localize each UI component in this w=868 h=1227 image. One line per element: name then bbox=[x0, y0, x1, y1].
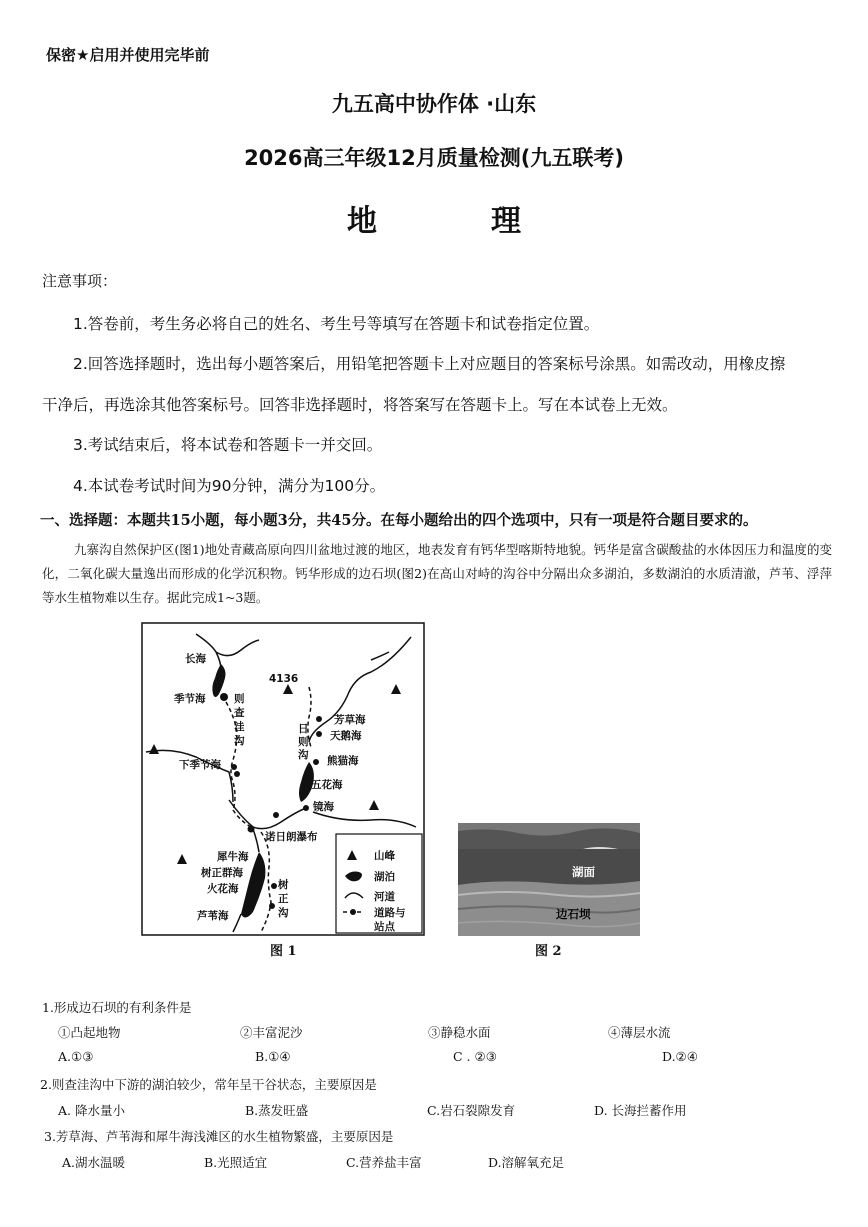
label-shuzhenggou-3: 沟 bbox=[278, 907, 289, 919]
label-shuzhenggou-1: 树 bbox=[278, 879, 289, 891]
label-xiniuhai: 犀牛海 bbox=[217, 851, 249, 863]
notice-heading: 注意事项： bbox=[42, 272, 118, 290]
travertine-dam-photo bbox=[458, 823, 640, 936]
q3-option-c: C.营养盐丰富 bbox=[346, 1155, 422, 1170]
label-peak-4136: 4136 bbox=[269, 673, 299, 685]
subject-title: 地 理 bbox=[347, 204, 563, 239]
question-1-stem: 1.形成边石坝的有利条件是 bbox=[42, 1000, 192, 1015]
label-xiajijiehai: 下季节海 bbox=[179, 759, 221, 771]
label-jinghai: 镜海 bbox=[313, 801, 334, 813]
q1-option-d: D.②④ bbox=[662, 1049, 698, 1064]
label-shuzheng-qunhai: 树正群海 bbox=[201, 867, 243, 879]
notice-item-2-cont: 干净后，再选涂其他答案标号。回答非选择题时，将答案写在答题卡上。写在本试卷上无效。 bbox=[42, 396, 678, 414]
label-rize-1: 日 bbox=[298, 723, 309, 735]
label-rize-2: 则 bbox=[298, 736, 309, 748]
q2-option-b: B.蒸发旺盛 bbox=[245, 1103, 309, 1118]
label-fangcaohai: 芳草海 bbox=[334, 714, 366, 726]
figure1-caption: 图 1 bbox=[270, 944, 297, 959]
label-jijiehai: 季节海 bbox=[174, 693, 206, 705]
q3-option-a: A.湖水温暖 bbox=[62, 1155, 126, 1170]
figure2-caption: 图 2 bbox=[535, 944, 562, 959]
label-changhai: 长海 bbox=[185, 653, 206, 665]
legend-lake-label: 湖泊 bbox=[374, 871, 395, 883]
figure1-map bbox=[141, 622, 425, 936]
intro-paragraph: 九寨沟自然保护区(图1)地处青藏高原向四川盆地过渡的地区，地表发育有钙华型喀斯特地貌。钙华是富含碳酸盐的水体因压力和温度的变化，二氧化碳大量逸出而形成的化学沉积物。钙华形成的边石坝(图2)在高山对峙的沟谷中分隔出众多湖泊，多数湖泊的水质清澈，芦苇、浮萍等水生植物难以生存。据此完成1~3题。 bbox=[42, 542, 832, 605]
q3-option-d: D.溶解氧充足 bbox=[488, 1155, 565, 1170]
label-huohuahai: 火花海 bbox=[207, 883, 239, 895]
label-zecha-3: 洼 bbox=[234, 721, 245, 733]
label-zecha-4: 沟 bbox=[234, 735, 245, 747]
label-luweihai: 芦苇海 bbox=[197, 910, 229, 922]
label-xiongmaohai: 熊猫海 bbox=[327, 755, 359, 767]
label-nuorilang: 诺日朗瀑布 bbox=[265, 831, 318, 843]
exam-organization: 九五高中协作体 ·山东 bbox=[331, 92, 537, 116]
label-tianehai: 天鹅海 bbox=[330, 730, 362, 742]
q2-option-a: A. 降水量小 bbox=[58, 1103, 125, 1118]
notice-item-3: 3.考试结束后，将本试卷和答题卡一并交回。 bbox=[73, 436, 383, 454]
question-3-stem: 3.芳草海、芦苇海和犀牛海浅滩区的水生植物繁盛，主要原因是 bbox=[44, 1129, 394, 1144]
q1-item-4: ④薄层水流 bbox=[608, 1025, 671, 1040]
q1-option-a: A.①③ bbox=[58, 1049, 94, 1064]
legend-peak-label: 山峰 bbox=[374, 850, 395, 862]
q1-item-1: ①凸起地物 bbox=[58, 1025, 121, 1040]
legend-road-label-2: 站点 bbox=[374, 921, 395, 933]
section-heading: 一、选择题：本题共15小题，每小题3分，共45分。在每小题给出的四个选项中，只有一项是符合题目要求的。 bbox=[40, 512, 758, 529]
question-2-stem: 2.则查洼沟中下游的湖泊较少，常年呈干谷状态，主要原因是 bbox=[40, 1077, 377, 1092]
legend-road-label-1: 道路与 bbox=[374, 907, 406, 919]
notice-item-4: 4.本试卷考试时间为90分钟，满分为100分。 bbox=[73, 477, 386, 495]
q3-option-b: B.光照适宜 bbox=[204, 1155, 268, 1170]
label-shuzhenggou-2: 正 bbox=[278, 893, 289, 905]
notice-item-1: 1.答卷前，考生务必将自己的姓名、考生号等填写在答题卡和试卷指定位置。 bbox=[73, 315, 600, 333]
q1-option-c: C . ②③ bbox=[453, 1049, 497, 1064]
figure2-photo bbox=[458, 823, 640, 936]
label-zecha-1: 则 bbox=[234, 693, 245, 705]
photo-dam-label: 边石坝 bbox=[556, 907, 591, 921]
label-rize-3: 沟 bbox=[298, 749, 309, 761]
label-wuhuahai: 五花海 bbox=[311, 779, 343, 791]
q1-item-2: ②丰富泥沙 bbox=[240, 1025, 303, 1040]
q2-option-d: D. 长海拦蓄作用 bbox=[594, 1103, 687, 1118]
q2-option-c: C.岩石裂隙发育 bbox=[427, 1103, 516, 1118]
legend-river-label: 河道 bbox=[374, 891, 395, 903]
label-zecha-2: 查 bbox=[234, 707, 245, 719]
confidential-notice: 保密★启用并使用完毕前 bbox=[46, 46, 210, 64]
q1-option-b: B.①④ bbox=[255, 1049, 291, 1064]
photo-lake-label: 湖面 bbox=[572, 865, 595, 879]
q1-item-3: ③静稳水面 bbox=[428, 1025, 491, 1040]
notice-item-2: 2.回答选择题时，选出每小题答案后，用铅笔把答题卡上对应题目的答案标号涂黑。如需改动，用橡皮擦 bbox=[73, 355, 786, 373]
exam-title: 2026高三年级12月质量检测(九五联考) bbox=[244, 146, 624, 170]
